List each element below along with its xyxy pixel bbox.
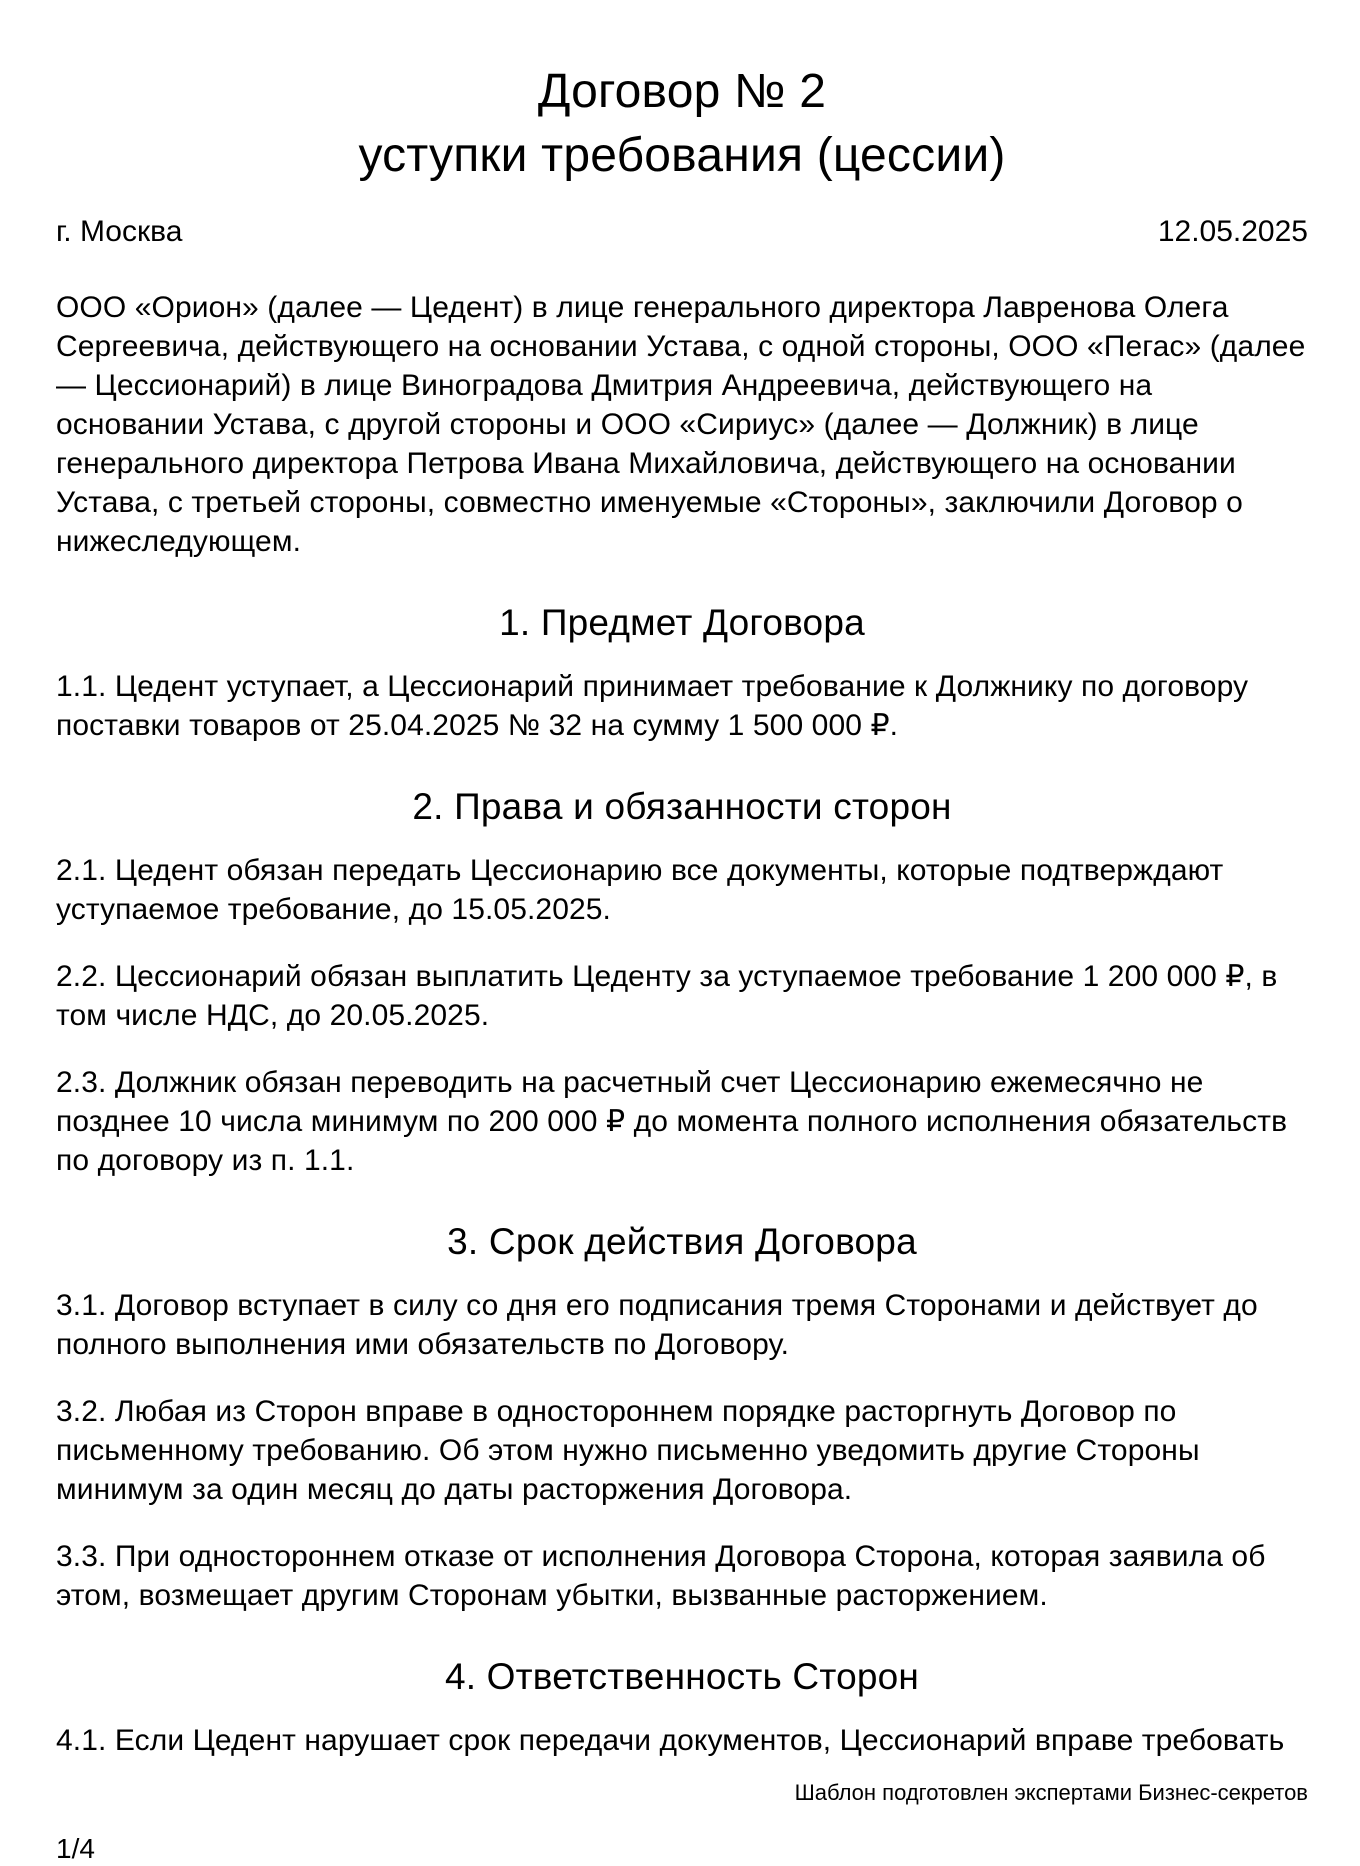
contract-city: г. Москва — [56, 215, 183, 248]
preamble-paragraph: ООО «Орион» (далее — Цедент) в лице генерального директора Лавренова Олега Сергеевича, действующего на основании Устава, с одной стороны, ООО «Пегас» (далее — Цессионарий) в лице Виноградова Дмитрия Андреевича, действующего на основании Устава, с другой стороны и ООО «Сириус» (далее — Должник) в лице генерального директора Петрова Ивана Михайловича, действующего на основании Устава, с третьей стороны, совместно именуемые «Стороны», заключили Договор о нижеследующем. — [56, 291, 1306, 558]
page-number: 1/4 — [56, 1833, 95, 1864]
document-title-line2: уступки требования (цессии) — [358, 129, 1006, 182]
clause-4-1: 4.1. Если Цедент нарушает срок передачи документов, Цессионарий вправе требовать — [56, 1724, 1285, 1757]
clause-3-3: 3.3. При одностороннем отказе от исполнения Договора Сторона, которая заявила об этом, возмещает другим Сторонам убытки, вызванные расторжением. — [56, 1540, 1266, 1612]
section-1-heading: 1. Предмет Договора — [499, 602, 865, 643]
section-4-heading: 4. Ответственность Сторон — [444, 1656, 920, 1697]
section-2-heading: 2. Права и обязанности сторон — [412, 786, 952, 827]
contract-date: 12.05.2025 — [1157, 215, 1308, 248]
clause-1-1: 1.1. Цедент уступает, а Цессионарий принимает требование к Должнику по договору поставки товаров от 25.04.2025 № 32 на сумму 1 500 000 ₽. — [56, 670, 1249, 742]
clause-3-1: 3.1. Договор вступает в силу со дня его подписания тремя Сторонами и действует до полного выполнения ими обязательств по Договору. — [56, 1289, 1258, 1361]
place-and-date-row — [56, 212, 1308, 251]
document-title — [56, 60, 1308, 188]
clause-2-1: 2.1. Цедент обязан передать Цессионарию все документы, которые подтверждают уступаемое требование, до 15.05.2025. — [56, 854, 1224, 926]
document-title-line1: Договор № 2 — [537, 65, 827, 118]
section-3-heading: 3. Срок действия Договора — [447, 1221, 917, 1262]
clause-2-2: 2.2. Цессионарий обязан выплатить Цеденту за уступаемое требование 1 200 000 ₽, в том числе НДС, до 20.05.2025. — [56, 960, 1278, 1032]
template-attribution-note: Шаблон подготовлен экспертами Бизнес-секретов — [794, 1780, 1308, 1805]
clause-2-3: 2.3. Должник обязан переводить на расчетный счет Цессионарию ежемесячно не позднее 10 числа минимум по 200 000 ₽ до момента полного исполнения обязательств по договору из п. 1.1. — [56, 1066, 1288, 1177]
clause-3-2: 3.2. Любая из Сторон вправе в одностороннем порядке расторгнуть Договор по письменному требованию. Об этом нужно письменно уведомить другие Стороны минимум за один месяц до даты расторжения Договора. — [56, 1395, 1200, 1506]
